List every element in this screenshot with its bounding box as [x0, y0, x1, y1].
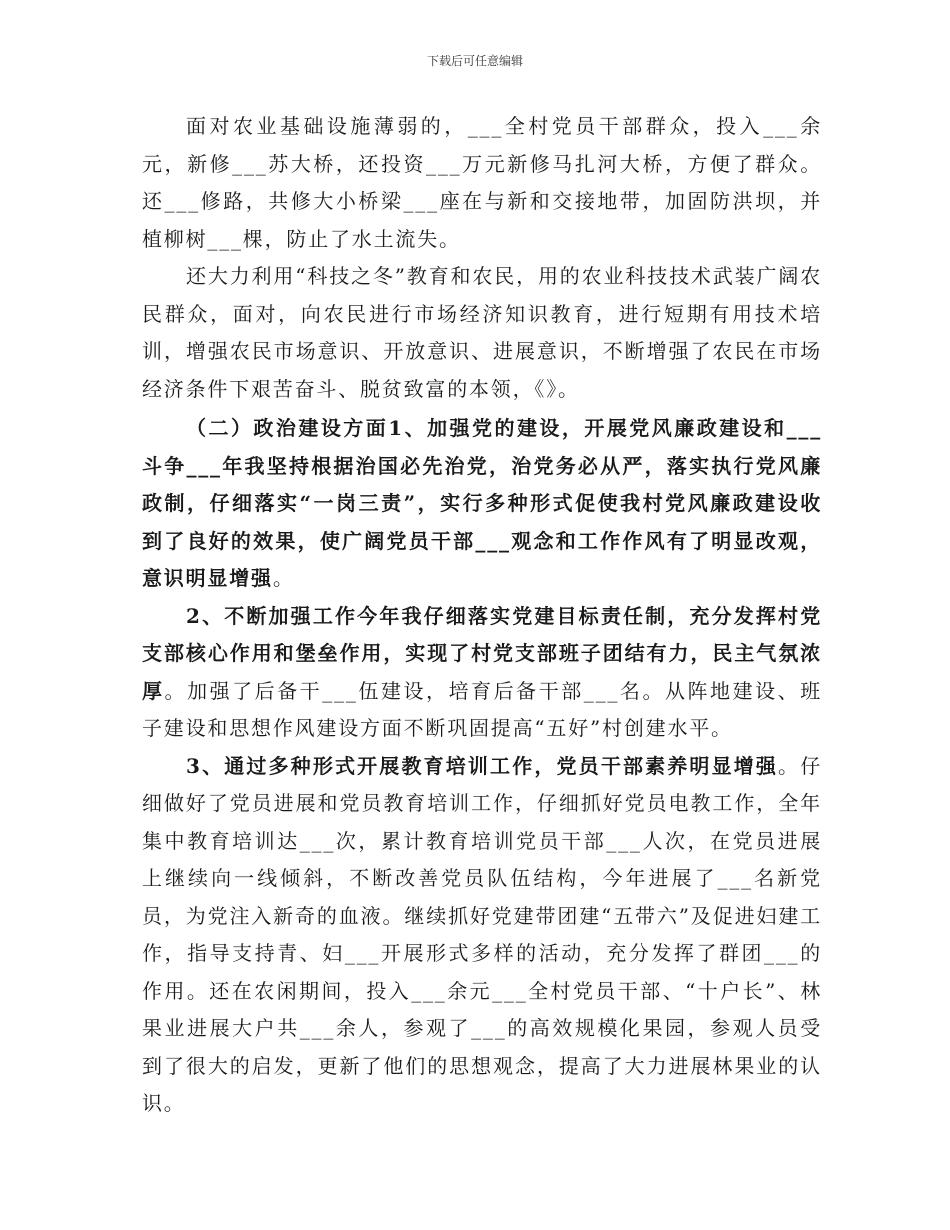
paragraph-tech-education [142, 258, 822, 408]
paragraph-text: 。仔细做好了党员进展和党员教育培训工作，仔细抓好党员电教工作，全年集中教育培训达___次，累计教育培训党员干部___人次，在党员进展上继续向一线倾斜，不断改善党员队伍结构，今年进展了___名新党员，为党注入新奇的血液。继续抓好党建带团建“五带六”及促进妇建工作，指导支持青、妇___开展形式多样的活动，充分发挥了群团___的作用。还在农闲期间，投入___余元___全村党员干部、“十户长”、林果业进展大户共___余人，参观了___的高效规模化果园，参观人员受到了很大的启发，更新了他们的思想观念，提高了大力进展林果业的认识。 [142, 753, 822, 1115]
paragraph-heading: （二）政治建设方面1、加强党的建设，开展党风廉政建设和___斗争___年我坚持根据治国必先治党，治党务必从严，落实执行党风廉政制，仔细落实“一岗三责”，实行多种形式促使我村党风廉政建设收到了良好的效果，使广阔党员干部___观念和工作作风有了明显改观，意识明显增强 [142, 416, 822, 590]
page-header: 下载后可任意编辑 [426, 54, 523, 68]
paragraph-text: 。加强了后备干___伍建设，培育后备干部___名。从阵地建设、班子建设和思想作风建设方面不断巩固提高“五好”村创建水平。 [142, 678, 822, 740]
paragraph-infrastructure [142, 108, 822, 258]
paragraph-text: 。 [272, 566, 295, 590]
paragraph-training [142, 748, 822, 1123]
paragraph-heading: 3、通过多种形式开展教育培训工作，党员干部素养明显增强 [186, 753, 779, 778]
paragraph-party-work [142, 598, 822, 748]
paragraph-text: 面对农业基础设施薄弱的，___全村党员干部群众，投入___余元，新修___苏大桥，还投资___万元新修马扎河大桥，方便了群众。还___修路，共修大小桥梁___座在与新和交接地带，加固防洪坝，并植柳树___棵，防止了水土流失。 [142, 114, 822, 251]
paragraph-heading: 2、不断加强工作今年我仔细落实党建目标责任制，充分发挥村党支部核心作用和堡垒作用，实现了村党支部班子团结有力，民主气氛浓厚 [142, 603, 822, 703]
document-body [142, 108, 822, 1123]
paragraph-political-construction [142, 410, 822, 598]
paragraph-text: 还大力利用“科技之冬”教育和农民，用的农业科技技术武装广阔农民群众，面对，向农民进行市场经济知识教育，进行短期有用技术培训，增强农民市场意识、开放意识、进展意识，不断增强了农民在市场经济条件下艰苦奋斗、脱贫致富的本领，《》。 [142, 264, 822, 401]
